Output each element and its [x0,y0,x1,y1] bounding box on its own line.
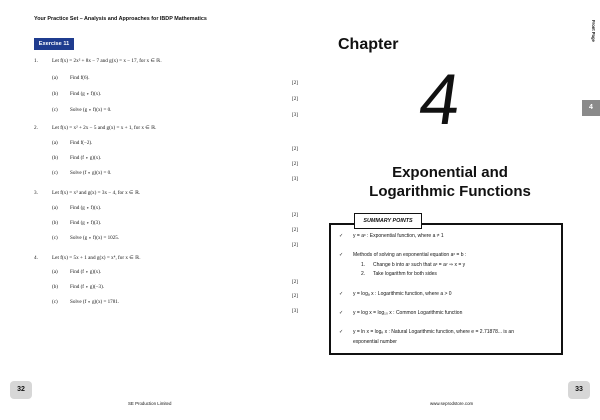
chapter-title-line1: Exponential and [392,164,508,181]
check-icon: ✓ [339,233,344,239]
chapter-tab: 4 [582,100,600,116]
marks: [3] [292,308,298,314]
question-part: (b) Find (g ∘ f)(3). [52,220,102,226]
question-stem: Let f(x) = 5x + 1 and g(x) = x⁴, for x ∈ ℝ. [52,255,141,261]
summary-points-label: SUMMARY POINTS [354,213,422,229]
footer-website: www.seprodstore.com [430,401,474,406]
exercise-label: Exercise 11 [34,38,74,50]
marks: [2] [292,96,298,102]
question-part: (c) Solve (f ∘ g)(x) = 0. [52,170,112,176]
question-part: (b) Find (f ∘ g)(−3). [52,284,105,290]
summary-subpoint: 1. Change b into aʸ such that aˣ = aʸ ⇒ x = y [361,262,466,268]
question-part: (b) Find (g ∘ f)(x). [52,91,102,97]
chapter-number: 4 [414,60,466,140]
question-number: 2. [34,125,38,131]
right-page [300,0,600,420]
question-number: 4. [34,255,38,261]
question-stem: Let f(x) = x³ and g(x) = 3x − 4, for x ∈ ℝ. [52,190,141,196]
marks: [2] [292,242,298,248]
question-part: (a) Find f(6). [52,75,90,81]
check-icon: ✓ [339,310,344,316]
page-number-right: 33 [568,381,590,399]
marks: [2] [292,161,298,167]
summary-subpoint: 2. Take logarithm for both sides [361,271,437,277]
marks: [2] [292,279,298,285]
question-stem: Let f(x) = x² + 2x − 5 and g(x) = x + 1, for x ∈ ℝ. [52,125,157,131]
marks: [2] [292,146,298,152]
page-number-left: 32 [10,381,32,399]
question-part: (a) Find (f ∘ g)(x). [52,269,102,275]
running-header: Your Practice Set – Analysis and Approaches for IBDP Mathematics [34,16,207,22]
marks: [2] [292,293,298,299]
chapter-title-line2: Logarithmic Functions [369,183,531,200]
chapter-word: Chapter [338,36,399,53]
question-part: (a) Find (g ∘ f)(x). [52,205,102,211]
marks: [2] [292,227,298,233]
question-part: (c) Solve (g ∘ f)(x) = 1025. [52,235,120,241]
question-stem: Let f(x) = 2x² + 8x − 7 and g(x) = x − 17, for x ∈ ℝ. [52,58,162,64]
check-icon: ✓ [339,291,344,297]
question-number: 3. [34,190,38,196]
marks: [3] [292,176,298,182]
side-label: Front Page [591,20,596,42]
question-part: (c) Solve (f ∘ g)(x) = 1781. [52,299,120,305]
marks: [3] [292,112,298,118]
marks: [2] [292,212,298,218]
question-number: 1. [34,58,38,64]
check-icon: ✓ [339,329,344,335]
marks: [2] [292,80,298,86]
chapter-title [300,163,600,201]
check-icon: ✓ [339,252,344,258]
question-part: (b) Find (f ∘ g)(x). [52,155,102,161]
question-part: (c) Solve (g ∘ f)(x) = 0. [52,107,112,113]
question-part: (a) Find f(−2). [52,140,93,146]
footer-publisher: SE Production Limited [128,401,172,406]
summary-box: ✓ y = aˣ : Exponential function, where a ≠ 1 ✓ Methods of solving an exponential equation aˣ = b : 1. Change b into aʸ such that aˣ = aʸ ⇒ x = y 2. Take logarithm for both sides ✓ y = logₐ x : Logarithmic function, where a > 0 ✓ y = log x = log₁₀ x : Common Logarithmic function ✓ y = ln x = logₑ x : Natural Logarithmic function, where e = 2.71878... is an exponential number [329,223,563,355]
